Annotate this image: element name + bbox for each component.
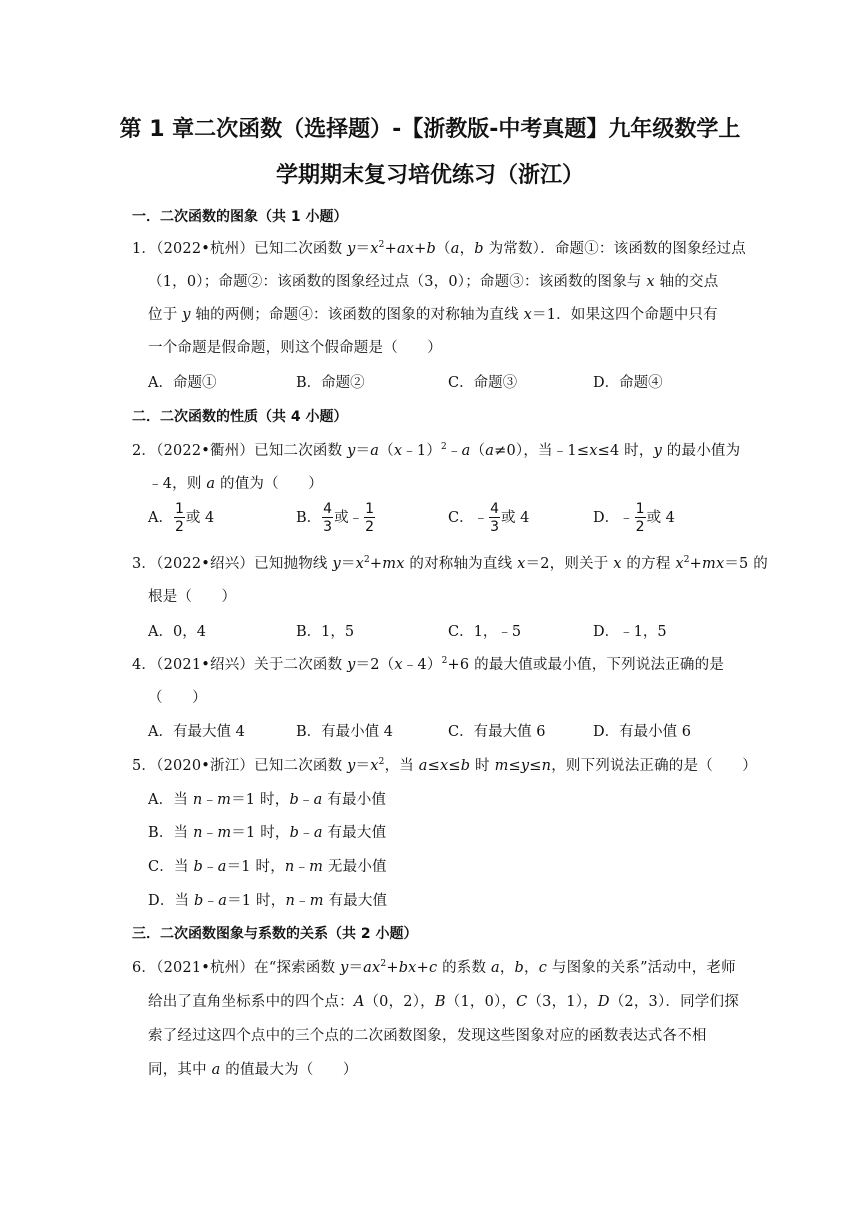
fraction-four-thirds: $\frac{4}{3}$ bbox=[490, 501, 500, 535]
question-6-line-4: 同，其中 a 的值最大为（ ） bbox=[148, 1062, 358, 1078]
question-2-line-2: ﹣4，则 a 的值为（ ） bbox=[148, 476, 323, 492]
question-1-line-1: 1．（2022•杭州）已知二次函数 $y=x^2+ax+b(a$，b 为常数）．命题①：该函数的图象经过点 bbox=[132, 240, 746, 257]
question-3-option-b: B．1，5 bbox=[296, 624, 355, 640]
question-3-line-1: 3．（2022•绍兴）已知抛物线 $y=x^2+mx$ 的对称轴为直线 x＝2，则关于 x 的方程 $x^2+mx=5$ 的 bbox=[132, 555, 768, 572]
question-4-option-c: C．有最大值 6 bbox=[448, 724, 546, 740]
section-heading-properties: 二．二次函数的性质（共 4 小题） bbox=[132, 409, 348, 425]
fraction-four-thirds: $\frac{4}{3}$ bbox=[323, 501, 333, 535]
question-5-option-d: D．当 b﹣a＝1 时，n﹣m 有最大值 bbox=[148, 893, 388, 909]
question-1-line-4: 一个命题是假命题，则这个假命题是（ ） bbox=[148, 340, 442, 356]
question-5-option-b: B．当 n﹣m＝1 时，b﹣a 有最大值 bbox=[148, 825, 387, 841]
fraction-one-half: $\frac{1}{2}$ bbox=[365, 501, 374, 535]
question-1-option-c: C．命题③ bbox=[448, 375, 518, 391]
question-3-option-d: D．﹣1，5 bbox=[593, 624, 667, 640]
question-4-option-b: B．有最小值 4 bbox=[296, 724, 393, 740]
question-2-option-a: A． $\frac{1}{2}$ 或 4 bbox=[148, 501, 215, 535]
fraction-one-half: $\frac{1}{2}$ bbox=[635, 501, 645, 535]
question-3-option-c: C．1，﹣5 bbox=[448, 624, 522, 640]
question-1-line-3: 位于 y 轴的两侧；命题④：该函数的图象的对称轴为直线 x＝1．如果这四个命题中只有 bbox=[148, 307, 718, 323]
question-2-option-b: B． $\frac{4}{3}$ 或﹣ $\frac{1}{2}$ bbox=[296, 501, 374, 535]
document-title-line-2: 学期期末复习培优练习（浙江） bbox=[275, 163, 584, 188]
question-5-line-1: 5．（2020•浙江）已知二次函数 $y=x^2$，当 a≤x≤b 时 m≤y≤n，则下列说法正确的是（ ） bbox=[132, 757, 758, 774]
question-6-line-1: 6．（2021•杭州）在“探索函数 $y=ax^2+bx+c$ 的系数 a，b，c 与图象的关系”活动中，老师 bbox=[132, 959, 736, 976]
question-4-line-1: 4．（2021•绍兴）关于二次函数 y＝2（x﹣4）$^2$+6 的最大值或最小值，下列说法正确的是 bbox=[132, 656, 725, 673]
question-1-option-a: A．命题① bbox=[148, 375, 217, 391]
question-3-option-a: A．0，4 bbox=[148, 624, 206, 640]
document-title-line-1: 第 1 章二次函数（选择题）-【浙教版-中考真题】九年级数学上 bbox=[119, 117, 741, 142]
question-5-option-c: C．当 b﹣a＝1 时，n﹣m 无最小值 bbox=[148, 859, 387, 875]
fraction-one-half: $\frac{1}{2}$ bbox=[174, 501, 184, 535]
question-1-option-d: D．命题④ bbox=[593, 375, 663, 391]
question-2-option-c: C．﹣ $\frac{4}{3}$ 或 4 bbox=[448, 501, 530, 535]
question-6-line-2: 给出了直角坐标系中的四个点：A（0，2），B（1，0），C（3，1），D（2，3）．同学们探 bbox=[148, 994, 739, 1010]
question-2-line-1: 2．（2022•衢州）已知二次函数 y＝a（x﹣1）$^2$﹣a（a≠0），当﹣1≤x≤4 时，y 的最小值为 bbox=[132, 442, 741, 459]
question-6-line-3: 索了经过这四个点中的三个点的二次函数图象，发现这些图象对应的函数表达式各不相 bbox=[148, 1028, 707, 1044]
question-2-option-d: D．﹣ $\frac{1}{2}$ 或 4 bbox=[593, 501, 675, 535]
question-3-line-2: 根是（ ） bbox=[148, 589, 237, 605]
section-heading-coefficients: 三．二次函数图象与系数的关系（共 2 小题） bbox=[132, 926, 418, 942]
question-1-line-2: （1，0）；命题②：该函数的图象经过点（3，0）；命题③：该函数的图象与 x 轴的交点 bbox=[148, 274, 719, 290]
question-4-option-d: D．有最小值 6 bbox=[593, 724, 691, 740]
question-1-option-b: B．命题② bbox=[296, 375, 365, 391]
section-heading-graph: 一．二次函数的图象（共 1 小题） bbox=[132, 209, 348, 225]
question-4-line-2: （ ） bbox=[148, 690, 207, 706]
question-5-option-a: A．当 n﹣m＝1 时，b﹣a 有最小值 bbox=[148, 792, 387, 808]
question-4-option-a: A．有最大值 4 bbox=[148, 724, 245, 740]
